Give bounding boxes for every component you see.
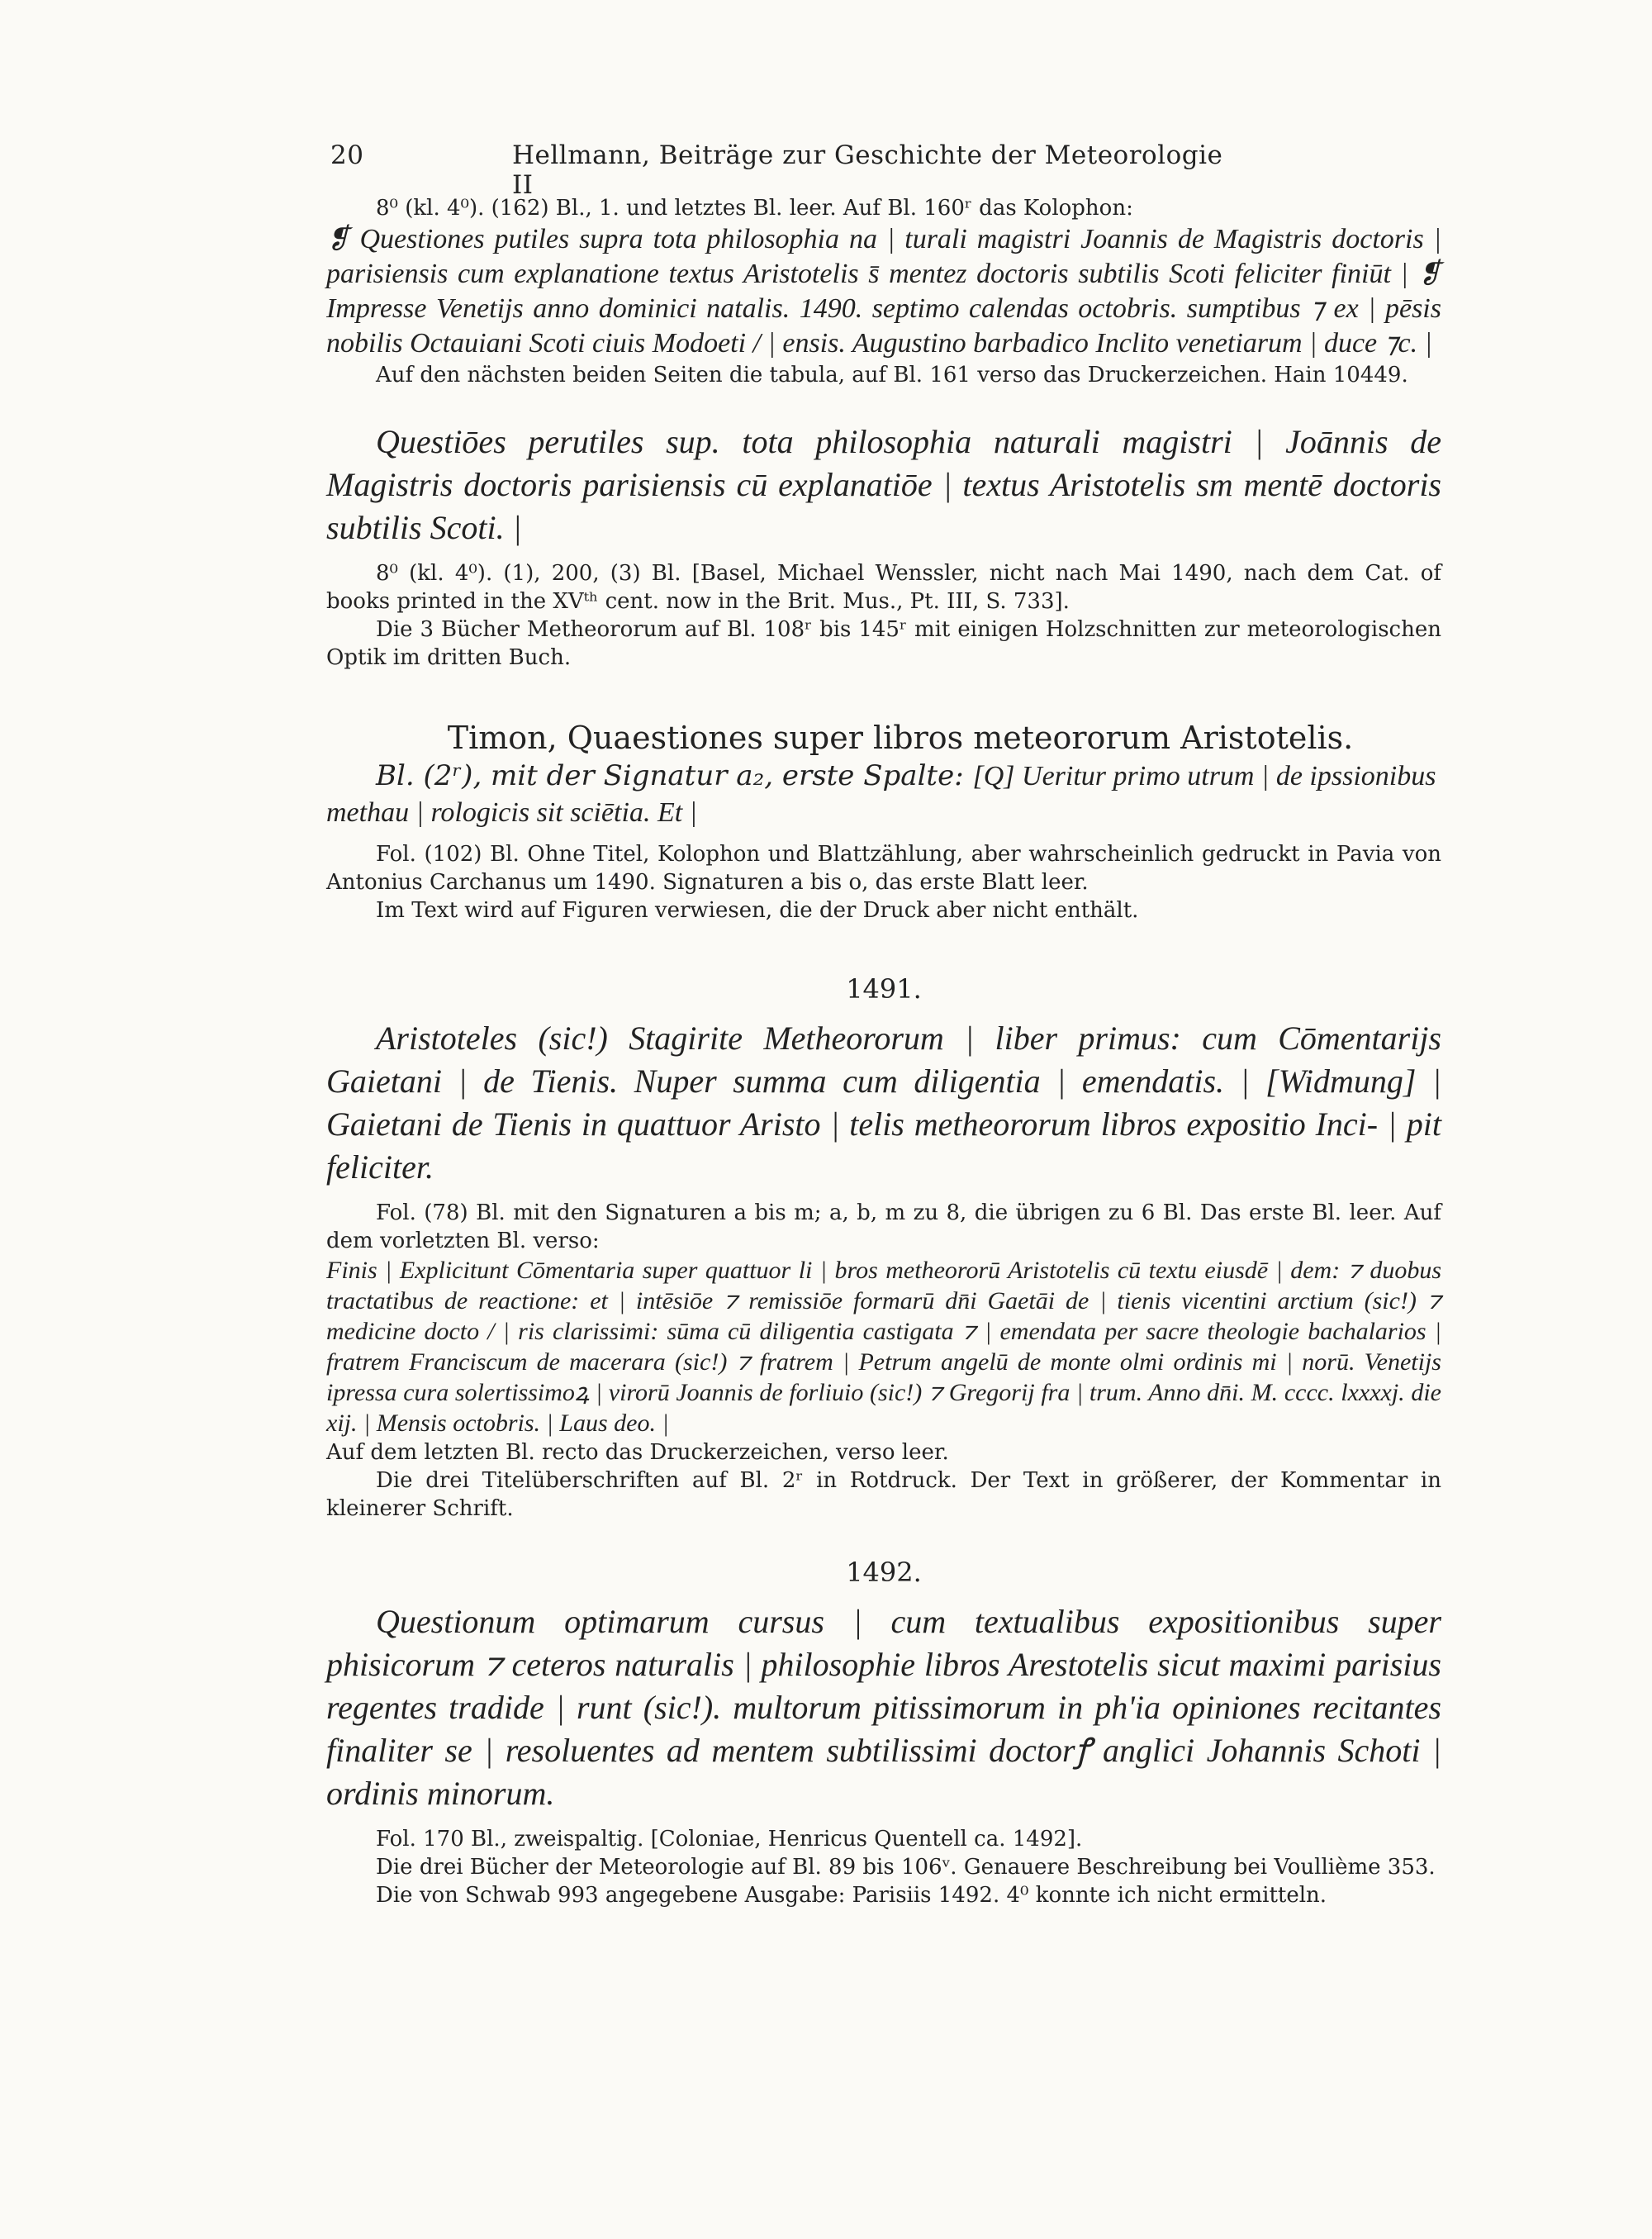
entry-1-meta: 8⁰ (kl. 4⁰). (162) Bl., 1. und letztes Bl. leer. Auf Bl. 160ʳ das Kolophon: — [376, 196, 1133, 221]
entry-5-note-2: Die von Schwab 993 angegebene Ausgabe: Parisiis 1492. 4⁰ konnte ich nicht ermitteln. — [376, 1883, 1327, 1908]
entry-4-title: Aristoteles (sic!) Stagirite Metheororum | liber primus: cum Cōmentarijs Gaietani | de Tienis. Nuper summa cum diligentia | emendatis. | [Widmung] | Gaietani de Tienis in quattuor Aristo | telis metheororum libros expositio Inci- | pit feliciter. — [326, 1020, 1441, 1186]
entry-4-note: Die drei Titelüberschriften auf Bl. 2ʳ in Rotdruck. Der Text in größerer, der Kommentar in kleinerer Schrift. — [326, 1468, 1441, 1521]
running-title: Hellmann, Beiträge zur Geschichte der Meteorologie II — [512, 140, 1223, 200]
entry-5-year: 1492. — [846, 1557, 922, 1588]
entry-1-after: Auf den nächsten beiden Seiten die tabula, auf Bl. 161 verso das Druckerzeichen. Hain 10449. — [376, 363, 1408, 387]
entry-4-colophon: Finis | Explicitunt Cōmentaria super quattuor li | bros metheororū Aristotelis cū textu eiusdē | dem: ⁊ duobus tractatibus de reactione: et | intēsiōe ⁊ remissiōe formarū dn̄i Gaetāi de | tienis vicentini arctium (sic!) ⁊ medicine docto / | ris clarissimi: sūma cū diligentia castigata ⁊ | emendata per sacre theologie bachalarios | fratrem Franciscum de macerara (sic!) ⁊ fratrem | Petrum angelū de monte olmi ordinis mi | norū. Venetijs ipressa cura solertissimoꝝ | virorū Joannis de forliuio (sic!) ⁊ Gregorij fra | trum. Anno dn̄i. M. cccc. lxxxxj. die xij. | Mensis octobris. | Laus deo. | — [326, 1257, 1441, 1437]
entry-2-note: Die 3 Bücher Metheororum auf Bl. 108ʳ bis 145ʳ mit einigen Holzschnitten zur meteorologischen Optik im dritten Buch. — [326, 617, 1441, 670]
entry-4-after: Auf dem letzten Bl. recto das Druckerzeichen, verso leer. — [326, 1440, 949, 1465]
entry-5-meta: Fol. 170 Bl., zweispaltig. [Coloniae, Henricus Quentell ca. 1492]. — [376, 1827, 1083, 1852]
entry-5 — [326, 1554, 1441, 1909]
entry-5-title: Questionum optimarum cursus | cum textualibus expositionibus super phisicorum ⁊ ceteros naturalis | philosophie libros Arestotelis sicut maximi parisius regentes tradide | runt (sic!). multorum pitissimorum in ph'ia opiniones recitantes finaliter se | resoluentes ad mentem subtilissimi doctorꝭ anglici Johannis Schoti | ordinis minorum. — [326, 1603, 1441, 1812]
entry-4-year: 1491. — [846, 973, 922, 1005]
entry-4 — [326, 971, 1441, 1523]
entry-3-incipit-intro: Bl. (2ʳ), mit der Signatur a₂, erste Spalte: — [376, 759, 964, 792]
entry-3-incipit — [326, 758, 1441, 830]
entry-1-colophon: ❡ Questiones putiles supra tota philosophia na | turali magistri Joannis de Magistris doctoris | parisiensis cum explanatione textus Aristotelis s̄ mentez doctoris subtilis Scoti feliciter finiūt | ❡ Impresse Venetijs anno dominici natalis. 1490. septimo calendas octobris. sumptibus ⁊ ex | pēsis nobilis Octauiani Scoti ciuis Modoeti / | ensis. Augustino barbadico Inclito venetiarum | duce ⁊c. | — [326, 224, 1441, 359]
entry-3 — [326, 718, 1441, 925]
page-number: 20 — [330, 140, 364, 170]
entry-3-meta: Fol. (102) Bl. Ohne Titel, Kolophon und Blattzählung, aber wahrscheinlich gedruckt in Pavia von Antonius Carchanus um 1490. Signaturen a bis o, das erste Blatt leer. — [326, 842, 1441, 895]
entry-2-meta: 8⁰ (kl. 4⁰). (1), 200, (3) Bl. [Basel, Michael Wenssler, nicht nach Mai 1490, nach dem Cat. of books printed in the XVᵗʰ cent. now in the Brit. Mus., Pt. III, S. 733]. — [326, 561, 1441, 614]
entry-1 — [326, 194, 1441, 389]
entry-3-incipit-text: [Q] Ueritur primo utrum | de ipssionibus methau | rologicis sit sciētia. Et | — [326, 761, 1436, 828]
entry-2 — [326, 421, 1441, 672]
page-body — [326, 194, 1441, 1909]
entry-4-meta: Fol. (78) Bl. mit den Signaturen a bis m; a, b, m zu 8, die übrigen zu 6 Bl. Das erste Bl. leer. Auf dem vorletzten Bl. verso: — [326, 1200, 1441, 1253]
entry-2-title: Questiōes perutiles sup. tota philosophia naturali magistri | Joānnis de Magistris doctoris parisiensis cū explanatiōe | textus Aristotelis sm mentē doctoris subtilis Scoti. | — [326, 423, 1441, 546]
entry-3-work-title: Timon, Quaestiones super libros meteororum Aristotelis. — [447, 720, 1354, 756]
entry-3-note: Im Text wird auf Figuren verwiesen, die der Druck aber nicht enthält. — [376, 898, 1139, 923]
entry-5-note-1: Die drei Bücher der Meteorologie auf Bl. 89 bis 106ᵛ. Genauere Beschreibung bei Voullième 353. — [376, 1855, 1436, 1880]
